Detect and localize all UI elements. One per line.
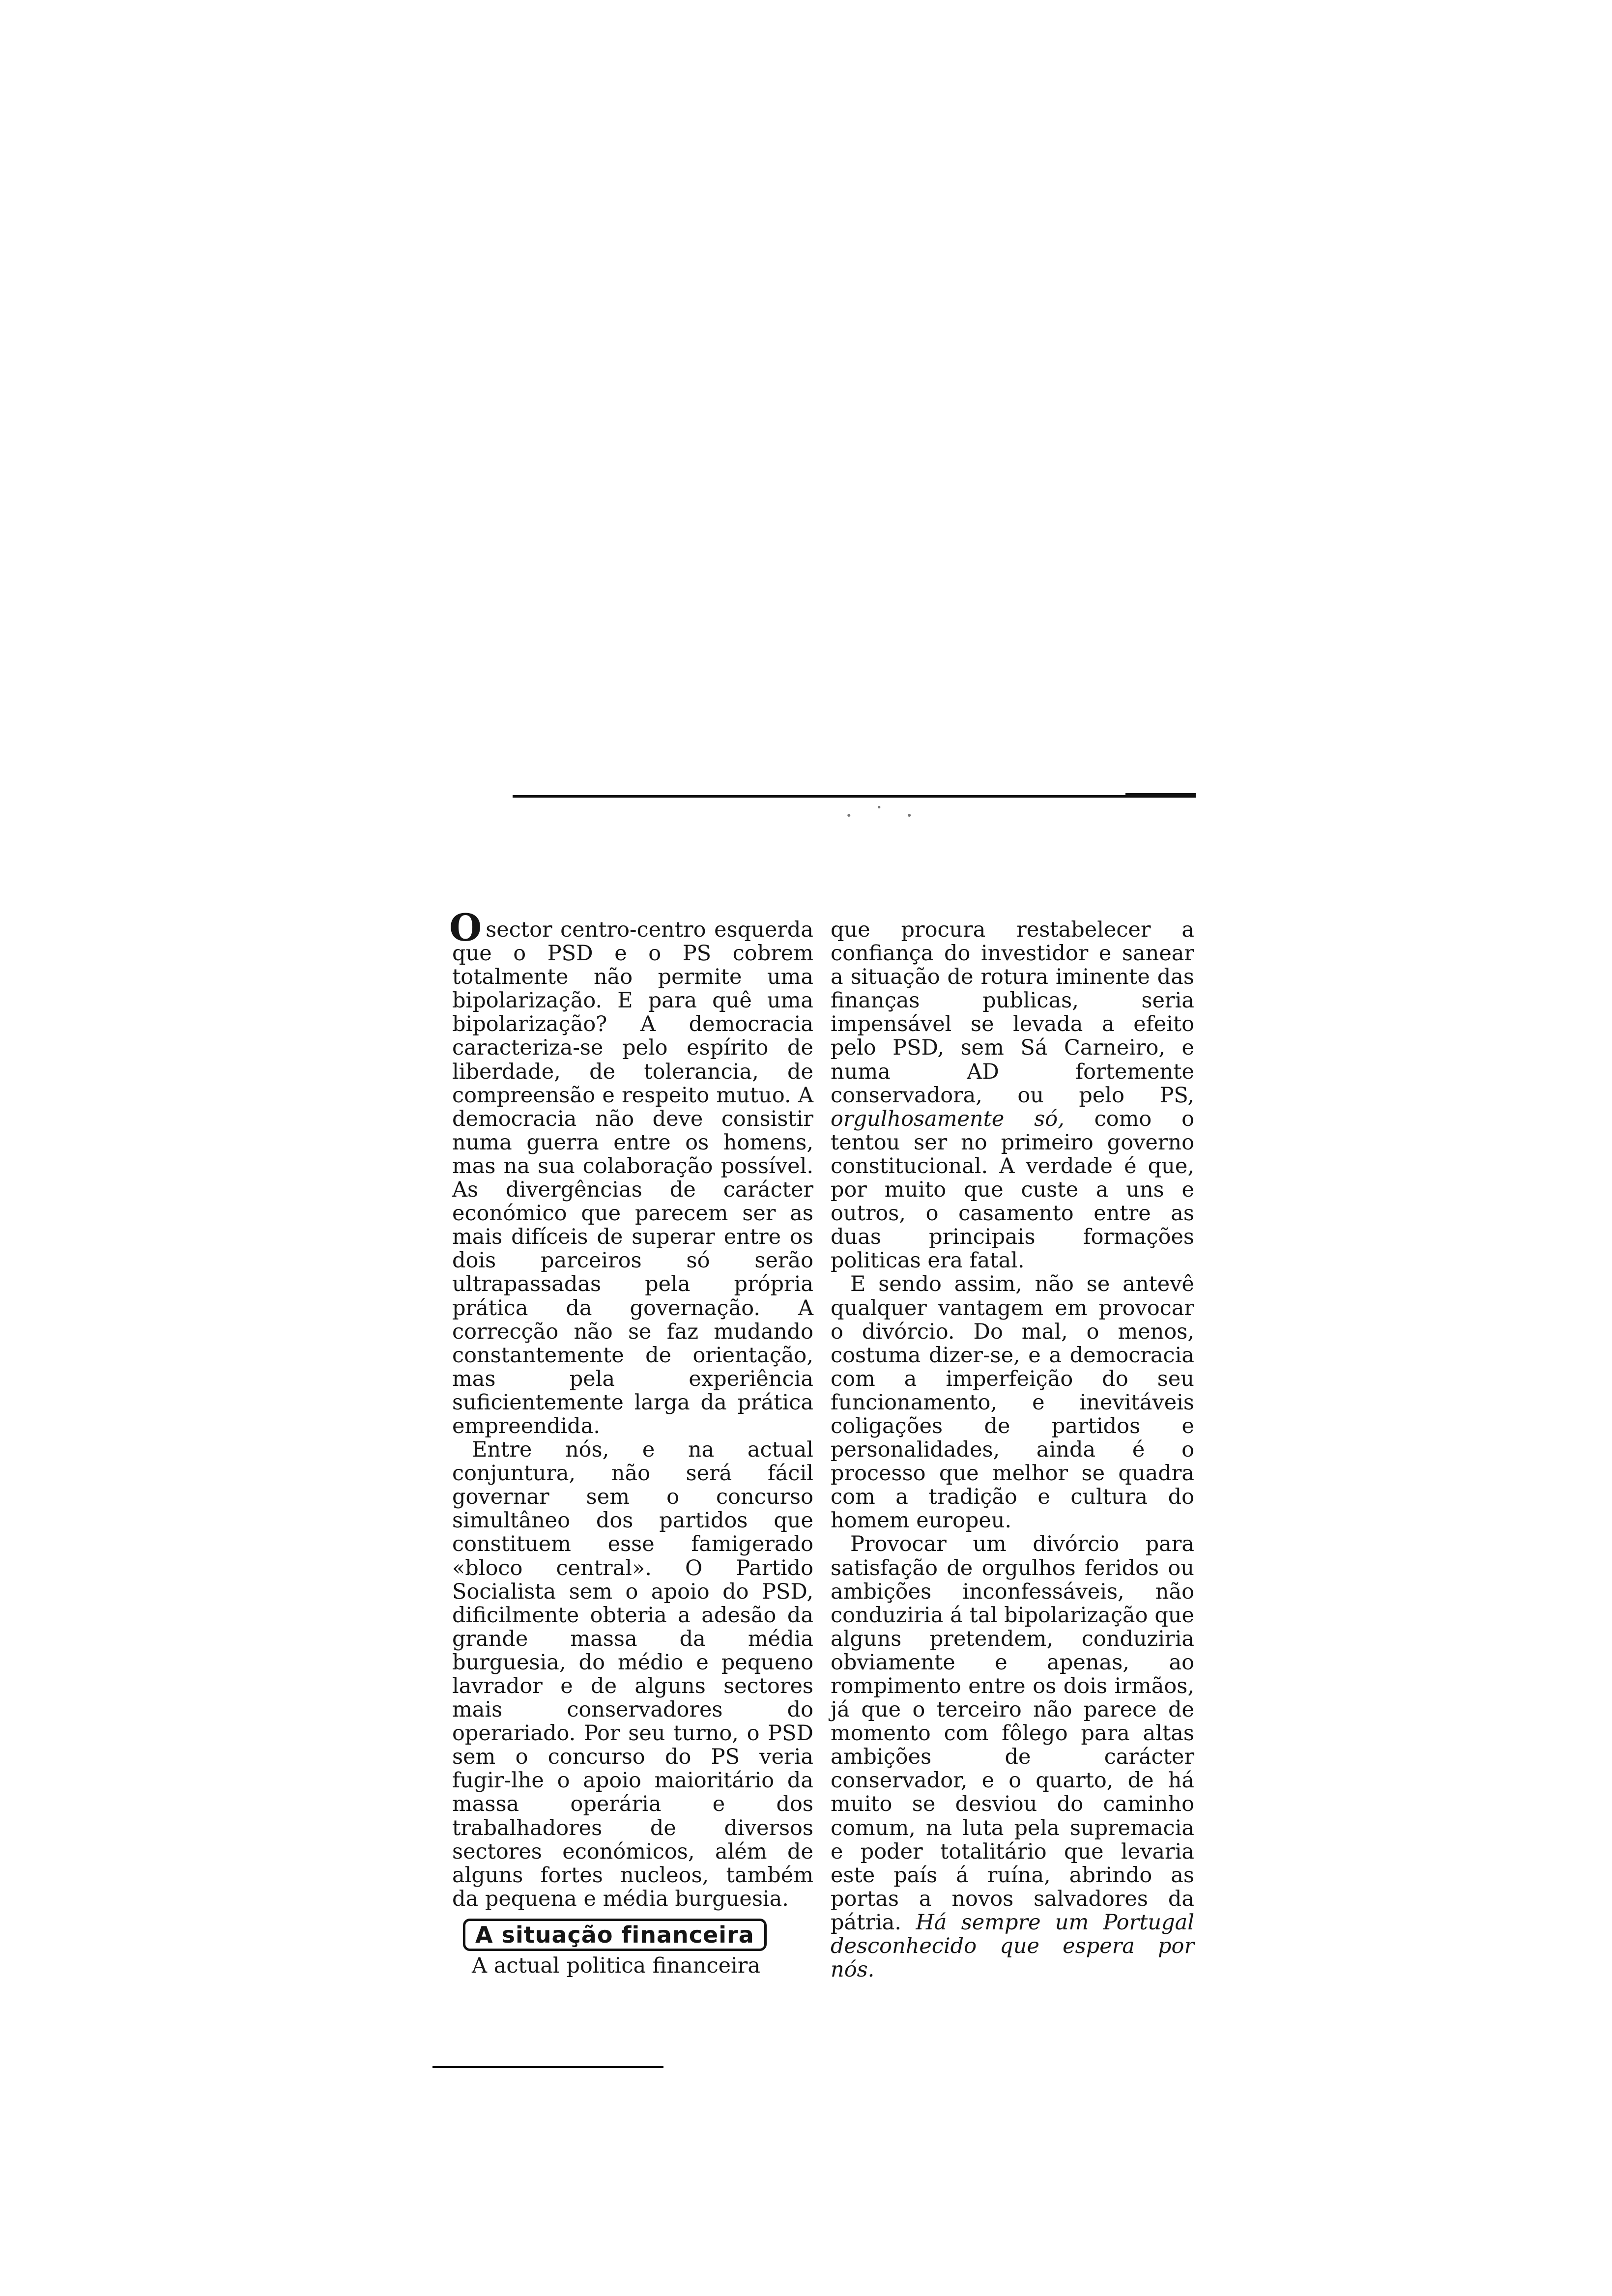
top-rule-thick-end — [1125, 793, 1196, 798]
top-rule — [513, 795, 1196, 798]
drop-cap: O — [449, 906, 482, 949]
article-paragraph — [452, 1438, 813, 1911]
article-column-right — [831, 918, 1194, 1981]
article-column-left — [449, 906, 813, 1978]
paragraph-text: E sendo assim, não se antevê qualquer vantagem em provocar o divórcio. Do mal, o menos, costuma dizer-se, e a democracia com a imperfeição do seu funcionamento, e inevitáveis coligações de partidos e personalidades, ainda é o processo que melhor se quadra com a tradição e cultura do homem europeu. — [831, 1272, 1194, 1533]
paragraph-text: Entre nós, e na actual conjuntura, não será fácil governar sem o concurso simultâneo dos partidos que constituem esse famigerado «bloco central». O Partido Socialista sem o apoio do PSD, dificilmente obteria a adesão da grande massa da média burguesia, do médio e pequeno lavrador e de alguns sectores mais conservadores do operariado. Por seu turno, o PSD sem o concurso do PS veria fugir-lhe o apoio maioritário da massa operária e dos trabalhadores de diversos sectores económicos, além de alguns fortes nucleos, também da pequena e média burguesia. — [452, 1437, 813, 1911]
illegible-smudge-header: · ˙ · — [845, 802, 920, 829]
article-paragraph — [449, 906, 813, 1438]
paragraph-italic-text: Há sempre um Portugal desconhecido que espera por nós. — [831, 1910, 1194, 1982]
paragraph-text: que procura restabelecer a confiança do investidor e sanear a situação de rotura iminente das finanças publicas, seria impensável se levada a efeito pelo PSD, sem Sá Carneiro, e numa AD fortemente conservadora, ou pelo PS, — [831, 918, 1194, 1108]
section-subheading: A situação financeira — [463, 1919, 767, 1951]
article-paragraph — [452, 1954, 813, 1978]
paragraph-text: A actual politica financeira — [472, 1953, 760, 1978]
bottom-rule — [432, 2066, 663, 2068]
paragraph-text: sector centro-centro esquerda que o PSD e o PS cobrem totalmente não permite uma bipolarização. E para quê uma bipolarização? A democracia caracteriza-se pelo espírito de liberdade, de tolerancia, de compreensão e respeito mutuo. A democracia não deve consistir numa guerra entre os homens, mas na sua colaboração possível. As divergências de carácter económico que parecem ser as mais difíceis de superar entre os dois parceiros só serão ultrapassadas pela própria prática da governação. A correcção não se faz mudando constantemente de orientação, mas pela experiência suficientemente larga da prática empreendida. — [452, 918, 813, 1438]
paragraph-text: Provocar um divórcio para satisfação de orgulhos feridos ou ambições inconfessáveis, não conduziria á tal bipolarização que alguns pretendem, conduziria obviamente e apenas, ao rompimento entre os dois irmãos, já que o terceiro não parece de momento com fôlego para altas ambições de carácter conservador, e o quarto, de há muito se desviou do caminho comum, na luta pela supremacia e poder totalitário que levaria este país á ruína, abrindo as portas a novos salvadores da pátria. — [831, 1532, 1194, 1935]
article-paragraph — [831, 1272, 1194, 1532]
paragraph-text: como o tentou ser no primeiro governo constitucional. A verdade é que, por muito que custe a uns e outros, o casamento entre as duas principais formações politicas era fatal. — [831, 1106, 1194, 1273]
article-paragraph — [831, 1532, 1194, 1981]
paragraph-italic-text: orgulhosamente só, — [831, 1106, 1065, 1131]
article-paragraph — [831, 918, 1194, 1272]
